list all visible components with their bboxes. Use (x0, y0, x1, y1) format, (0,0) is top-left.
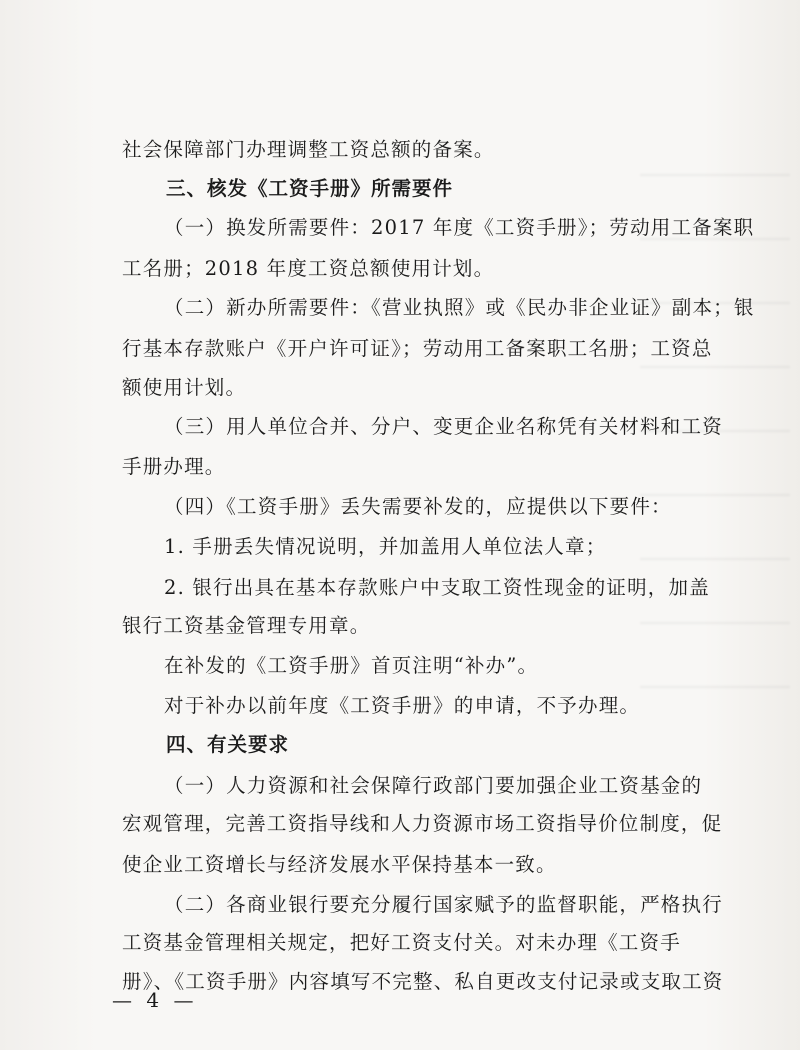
text-line-10: （四）《工资手册》丢失需要补发的，应提供以下要件： (164, 495, 672, 518)
text-line-20: （二）各商业银行要充分履行国家赋予的监督职能，严格执行 (164, 893, 723, 916)
text-line-1: 社会保障部门办理调整工资总额的备案。 (122, 138, 495, 161)
text-line-12: 2. 银行出具在基本存款账户中支取工资性现金的证明，加盖 (164, 576, 710, 599)
text-line-5: （二）新办所需要件：《营业执照》或《民办非企业证》副本；银 (164, 296, 755, 319)
text-line-18: 宏观管理，完善工资指导线和人力资源市场工资指导价位制度，促 (122, 812, 723, 835)
page-number: — 4 — (112, 988, 198, 1012)
text-line-19: 使企业工资增长与经济发展水平保持基本一致。 (122, 853, 557, 876)
text-line-7: 额使用计划。 (122, 376, 247, 399)
text-line-22: 册》、《工资手册》内容填写不完整、私自更改支付记录或支取工资 (122, 970, 724, 993)
section-heading-3: 三、核发《工资手册》所需要件 (166, 177, 454, 200)
section-heading-4: 四、有关要求 (166, 733, 290, 756)
text-line-4: 工名册；2018 年度工资总额使用计划。 (122, 257, 495, 280)
text-line-6: 行基本存款账户《开户许可证》；劳动用工备案职工名册；工资总 (122, 337, 713, 360)
text-line-11: 1. 手册丢失情况说明，并加盖用人单位法人章； (164, 535, 607, 558)
text-line-3: （一）换发所需要件：2017 年度《工资手册》；劳动用工备案职 (164, 216, 755, 239)
text-line-17: （一）人力资源和社会保障行政部门要加强企业工资基金的 (164, 774, 703, 797)
text-line-21: 工资基金管理相关规定，把好工资支付关。对未办理《工资手 (122, 931, 681, 954)
text-line-8: （三）用人单位合并、分户、变更企业名称凭有关材料和工资 (164, 415, 723, 438)
text-line-14: 在补发的《工资手册》首页注明“补办”。 (164, 654, 539, 677)
text-line-13: 银行工资基金管理专用章。 (122, 614, 371, 637)
text-line-15: 对于补办以前年度《工资手册》的申请，不予办理。 (164, 694, 641, 717)
text-line-9: 手册办理。 (122, 455, 226, 478)
